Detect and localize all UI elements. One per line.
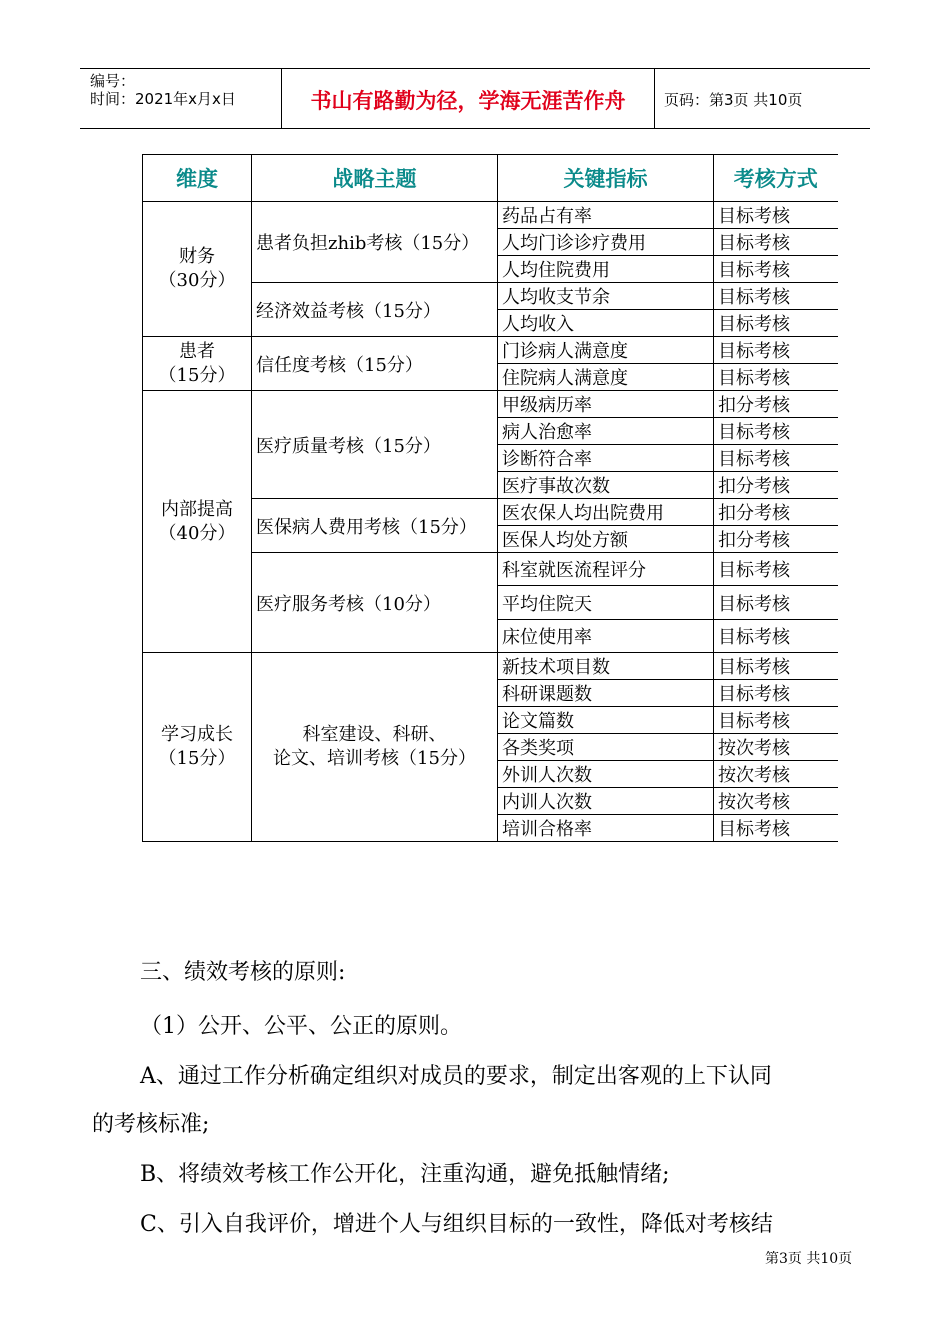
header-divider <box>654 68 655 129</box>
header-theme: 战略主题 <box>252 155 498 202</box>
indicator-cell: 培训合格率 <box>498 815 714 842</box>
header-method: 考核方式 <box>714 155 838 202</box>
indicator-cell: 科研课题数 <box>498 680 714 707</box>
theme-cell: 患者负担zhib考核（15分） <box>252 202 498 283</box>
indicator-cell: 科室就医流程评分 <box>498 553 714 586</box>
motto: 书山有路勤为径，学海无涯苦作舟 <box>310 89 626 113</box>
indicator-cell: 外训人次数 <box>498 761 714 788</box>
indicator-cell: 人均收支节余 <box>498 283 714 310</box>
method-cell: 扣分考核 <box>714 526 838 553</box>
dimension-finance: 财务 （30分） <box>143 202 252 337</box>
method-cell: 目标考核 <box>714 256 838 283</box>
dimension-learning: 学习成长 （15分） <box>143 653 252 842</box>
method-cell: 目标考核 <box>714 445 838 472</box>
method-cell: 目标考核 <box>714 418 838 445</box>
method-cell: 目标考核 <box>714 310 838 337</box>
indicator-cell: 甲级病历率 <box>498 391 714 418</box>
method-cell: 目标考核 <box>714 620 838 653</box>
indicator-cell: 病人治愈率 <box>498 418 714 445</box>
method-cell: 目标考核 <box>714 337 838 364</box>
indicator-cell: 药品占有率 <box>498 202 714 229</box>
indicator-cell: 各类奖项 <box>498 734 714 761</box>
indicator-cell: 医疗事故次数 <box>498 472 714 499</box>
theme-cell: 医疗质量考核（15分） <box>252 391 498 499</box>
principle-heading: （1）公开、公平、公正的原则。 <box>140 1014 462 1039</box>
page-info: 页码：第3页 共10页 <box>664 91 803 109</box>
indicator-cell: 医农保人均出院费用 <box>498 499 714 526</box>
method-cell: 目标考核 <box>714 283 838 310</box>
method-cell: 按次考核 <box>714 761 838 788</box>
method-cell: 目标考核 <box>714 586 838 620</box>
indicator-cell: 内训人次数 <box>498 788 714 815</box>
paragraph-c: C、引入自我评价，增进个人与组织目标的一致性，降低对考核结 <box>140 1212 773 1237</box>
indicator-cell: 医保人均处方额 <box>498 526 714 553</box>
indicator-cell: 床位使用率 <box>498 620 714 653</box>
paragraph-a-line1: A、通过工作分析确定组织对成员的要求，制定出客观的上下认同 <box>140 1064 772 1089</box>
indicator-cell: 住院病人满意度 <box>498 364 714 391</box>
indicator-cell: 人均住院费用 <box>498 256 714 283</box>
method-cell: 扣分考核 <box>714 472 838 499</box>
header-indicator: 关键指标 <box>498 155 714 202</box>
paragraph-a-line2: 的考核标准; <box>92 1112 210 1137</box>
indicator-cell: 平均住院天 <box>498 586 714 620</box>
page-footer: 第3页 共10页 <box>765 1251 853 1267</box>
theme-cell: 科室建设、科研、 论文、培训考核（15分） <box>252 653 498 842</box>
method-cell: 目标考核 <box>714 680 838 707</box>
method-cell: 目标考核 <box>714 815 838 842</box>
indicator-cell: 新技术项目数 <box>498 653 714 680</box>
indicator-cell: 人均门诊诊疗费用 <box>498 229 714 256</box>
method-cell: 按次考核 <box>714 788 838 815</box>
header-bottom-rule <box>80 128 870 129</box>
method-cell: 目标考核 <box>714 364 838 391</box>
method-cell: 目标考核 <box>714 553 838 586</box>
theme-cell: 医保病人费用考核（15分） <box>252 499 498 553</box>
number-label: 编号： <box>90 72 136 90</box>
theme-cell: 医疗服务考核（10分） <box>252 553 498 653</box>
method-cell: 扣分考核 <box>714 391 838 418</box>
method-cell: 扣分考核 <box>714 499 838 526</box>
dimension-internal: 内部提高 （40分） <box>143 391 252 653</box>
dimension-patient: 患者 （15分） <box>143 337 252 391</box>
section-heading: 三、绩效考核的原则: <box>140 960 346 985</box>
method-cell: 目标考核 <box>714 229 838 256</box>
method-cell: 目标考核 <box>714 202 838 229</box>
method-cell: 目标考核 <box>714 653 838 680</box>
theme-cell: 经济效益考核（15分） <box>252 283 498 337</box>
theme-cell: 信任度考核（15分） <box>252 337 498 391</box>
indicator-cell: 论文篇数 <box>498 707 714 734</box>
indicator-cell: 人均收入 <box>498 310 714 337</box>
paragraph-b: B、将绩效考核工作公开化，注重沟通，避免抵触情绪; <box>140 1162 670 1187</box>
kpi-table <box>142 154 838 842</box>
header-top-rule <box>80 68 870 69</box>
indicator-cell: 诊断符合率 <box>498 445 714 472</box>
indicator-cell: 门诊病人满意度 <box>498 337 714 364</box>
method-cell: 按次考核 <box>714 734 838 761</box>
header-dimension: 维度 <box>143 155 252 202</box>
method-cell: 目标考核 <box>714 707 838 734</box>
time-label: 时间：2021年x月x日 <box>90 90 236 108</box>
